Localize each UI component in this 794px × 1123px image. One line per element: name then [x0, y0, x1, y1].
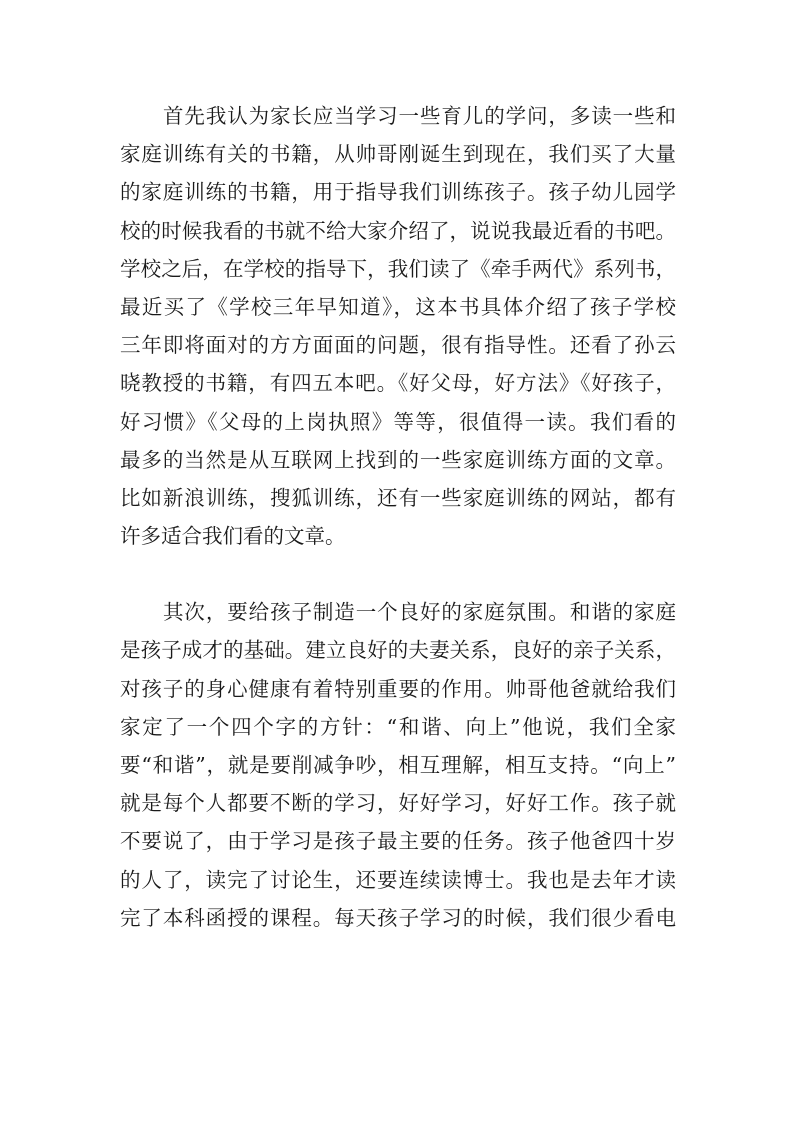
text-line: 最近买了《学校三年早知道》，这本书具体介绍了孩子学校	[120, 294, 676, 319]
paragraph-spacer	[120, 555, 676, 593]
text-line: 完了本科函授的课程。每天孩子学习的时候，我们很少看电	[120, 905, 676, 930]
text-line: 家庭训练有关的书籍，从帅哥刚诞生到现在，我们买了大量	[120, 142, 676, 167]
text-line: 许多适合我们看的文章。	[120, 524, 346, 549]
paragraph-1	[120, 97, 676, 555]
text-line: 其次，要给孩子制造一个良好的家庭氛围。和谐的家庭	[163, 600, 676, 625]
document-body	[120, 97, 676, 937]
text-line: 的家庭训练的书籍，用于指导我们训练孩子。孩子幼儿园学	[120, 180, 676, 205]
text-line: 校的时候我看的书就不给大家介绍了，说说我最近看的书吧。	[120, 218, 676, 243]
text-line: 是孩子成才的基础。建立良好的夫妻关系，良好的亲子关系，	[120, 638, 676, 663]
text-line: 家定了一个四个字的方针：“和谐、向上”他说，我们全家	[120, 714, 676, 739]
text-line: 学校之后，在学校的指导下，我们读了《牵手两代》系列书，	[120, 256, 676, 281]
text-line: 要“和谐”，就是要削减争吵，相互理解，相互支持。“向上”	[120, 753, 676, 777]
text-line: 好习惯》《父母的上岗执照》等等，很值得一读。我们看的	[120, 409, 676, 434]
text-line: 就是每个人都要不断的学习，好好学习，好好工作。孩子就	[120, 791, 676, 816]
text-line: 首先我认为家长应当学习一些育儿的学问，多读一些和	[163, 104, 676, 128]
text-line: 对孩子的身心健康有着特别重要的作用。帅哥他爸就给我们	[120, 676, 676, 701]
paragraph-2	[120, 593, 676, 937]
text-line: 不要说了，由于学习是孩子最主要的任务。孩子他爸四十岁	[120, 829, 676, 854]
text-line: 晓教授的书籍，有四五本吧。《好父母，好方法》《好孩子，	[120, 371, 676, 396]
text-line: 的人了，读完了讨论生，还要连续读博士。我也是去年才读	[120, 867, 676, 892]
text-line: 比如新浪训练，搜狐训练，还有一些家庭训练的网站，都有	[120, 485, 676, 510]
text-line: 三年即将面对的方方面面的问题，很有指导性。还看了孙云	[120, 333, 676, 358]
text-line: 最多的当然是从互联网上找到的一些家庭训练方面的文章。	[120, 447, 676, 472]
